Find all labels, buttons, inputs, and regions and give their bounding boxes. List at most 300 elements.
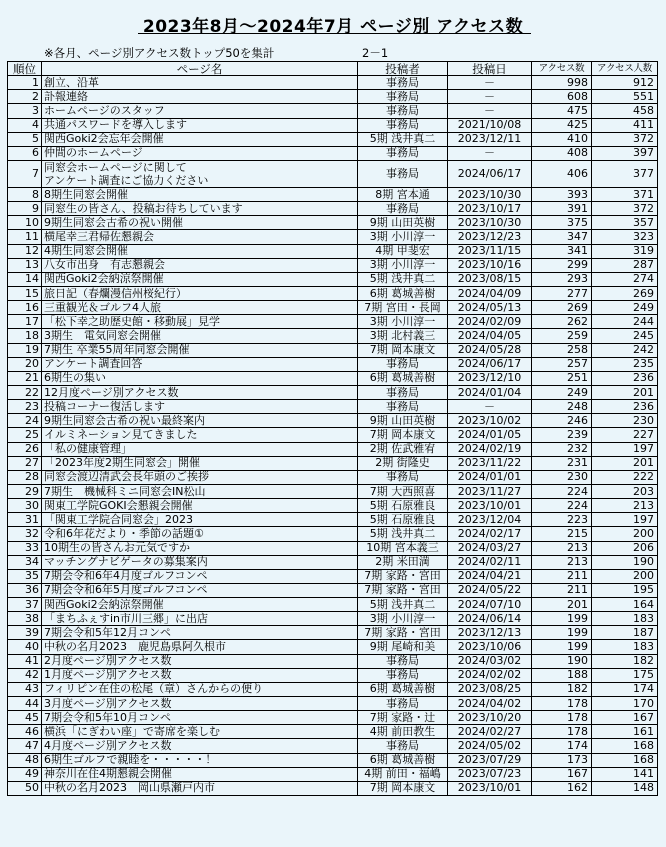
page-name-cell: 八女市出身 有志懇親会 — [42, 258, 358, 272]
visitor-count-cell: 458 — [592, 104, 658, 118]
access-count-cell: 213 — [532, 541, 592, 555]
author-cell: 事務局 — [358, 118, 448, 132]
post-date-cell: 2024/01/05 — [448, 428, 532, 442]
access-count-cell: 425 — [532, 118, 592, 132]
post-date-cell: 2023/12/13 — [448, 626, 532, 640]
rank-cell: 31 — [8, 513, 42, 527]
visitor-count-cell: 236 — [592, 371, 658, 385]
tally-note: ※各月、ページ別アクセス数トップ50を集計 — [44, 46, 275, 60]
visitor-count-cell: 235 — [592, 357, 658, 371]
post-date-cell: 2023/12/04 — [448, 513, 532, 527]
page-name-cell: 旅日記（春爛漫信州桜紀行） — [42, 286, 358, 300]
page-name-cell: 3期生 電気同窓会開催 — [42, 329, 358, 343]
table-row — [8, 414, 658, 428]
access-count-cell: 393 — [532, 187, 592, 201]
page-number: 2－1 — [362, 46, 389, 60]
visitor-count-cell: 287 — [592, 258, 658, 272]
rank-cell: 10 — [8, 216, 42, 230]
visitor-count-cell: 197 — [592, 513, 658, 527]
page-name-cell: 「関東工学院合同窓会」2023 — [42, 513, 358, 527]
author-cell: 5期 浅井真二 — [358, 132, 448, 146]
rank-cell: 26 — [8, 442, 42, 456]
table-row — [8, 753, 658, 767]
table-row — [8, 357, 658, 371]
visitor-count-cell: 206 — [592, 541, 658, 555]
table-row — [8, 626, 658, 640]
access-count-cell: 269 — [532, 301, 592, 315]
access-count-cell: 231 — [532, 456, 592, 470]
author-cell: 事務局 — [358, 697, 448, 711]
rank-cell: 41 — [8, 654, 42, 668]
access-count-cell: 230 — [532, 470, 592, 484]
table-row — [8, 371, 658, 385]
rank-cell: 37 — [8, 598, 42, 612]
post-date-cell: 2024/02/11 — [448, 555, 532, 569]
rank-cell: 2 — [8, 90, 42, 104]
visitor-count-cell: 201 — [592, 385, 658, 399]
header-rank: 順位 — [8, 62, 42, 76]
author-cell: 6期 葛城善樹 — [358, 371, 448, 385]
table-row — [8, 301, 658, 315]
visitor-count-cell: 213 — [592, 499, 658, 513]
post-date-cell: 2023/08/25 — [448, 682, 532, 696]
visitor-count-cell: 175 — [592, 668, 658, 682]
post-date-cell: 2024/02/27 — [448, 725, 532, 739]
page-name-cell: 9期生同窓会古希の祝い最終案内 — [42, 414, 358, 428]
page-name-cell: 7期会令和5年12月コンペ — [42, 626, 358, 640]
access-count-cell: 299 — [532, 258, 592, 272]
page-name-cell: 投稿コーナー復活します — [42, 400, 358, 414]
access-count-cell: 262 — [532, 315, 592, 329]
access-count-cell: 174 — [532, 739, 592, 753]
rank-cell: 9 — [8, 202, 42, 216]
visitor-count-cell: 245 — [592, 329, 658, 343]
table-row — [8, 343, 658, 357]
author-cell: 7期 大西照喜 — [358, 484, 448, 498]
post-date-cell: － — [448, 90, 532, 104]
visitor-count-cell: 274 — [592, 272, 658, 286]
table-row — [8, 286, 658, 300]
visitor-count-cell: 372 — [592, 202, 658, 216]
table-row — [8, 654, 658, 668]
rank-cell: 39 — [8, 626, 42, 640]
visitor-count-cell: 195 — [592, 583, 658, 597]
table-row — [8, 272, 658, 286]
rank-cell: 24 — [8, 414, 42, 428]
visitor-count-cell: 200 — [592, 569, 658, 583]
page-name-cell: 9期生同窓会古希の祝い開催 — [42, 216, 358, 230]
table-row — [8, 499, 658, 513]
table-row — [8, 258, 658, 272]
visitor-count-cell: 377 — [592, 160, 658, 187]
visitor-count-cell: 242 — [592, 343, 658, 357]
rank-cell: 5 — [8, 132, 42, 146]
visitor-count-cell: 372 — [592, 132, 658, 146]
page-name-cell: 同窓生の皆さん、投稿お待ちしています — [42, 202, 358, 216]
author-cell: 4期 前田教生 — [358, 725, 448, 739]
access-count-cell: 246 — [532, 414, 592, 428]
post-date-cell: 2024/07/10 — [448, 598, 532, 612]
post-date-cell: 2024/06/14 — [448, 612, 532, 626]
visitor-count-cell: 269 — [592, 286, 658, 300]
page-name-cell: 令和6年花だより・季節の話題① — [42, 527, 358, 541]
rank-cell: 40 — [8, 640, 42, 654]
access-count-cell: 199 — [532, 612, 592, 626]
visitor-count-cell: 161 — [592, 725, 658, 739]
post-date-cell: － — [448, 76, 532, 90]
author-cell: 7期 家路・宮田 — [358, 569, 448, 583]
author-cell: 8期 宮本通 — [358, 187, 448, 201]
rank-cell: 21 — [8, 371, 42, 385]
post-date-cell: 2024/03/02 — [448, 654, 532, 668]
page-name-cell: 3月度ページ別アクセス数 — [42, 697, 358, 711]
post-date-cell: 2023/11/27 — [448, 484, 532, 498]
author-cell: 7期 家路・辻 — [358, 711, 448, 725]
access-count-cell: 251 — [532, 371, 592, 385]
rank-cell: 43 — [8, 682, 42, 696]
author-cell: 2期 米田満 — [358, 555, 448, 569]
page-name-cell: 横尾幸三君帰佐懇親会 — [42, 230, 358, 244]
page-title: 2023年8月～2024年7月 ページ別 アクセス数 — [142, 17, 524, 37]
post-date-cell: 2021/10/08 — [448, 118, 532, 132]
rank-cell: 38 — [8, 612, 42, 626]
page-name-cell: 8期生同窓会開催 — [42, 187, 358, 201]
access-count-cell: 173 — [532, 753, 592, 767]
author-cell: 10期 宮本義三 — [358, 541, 448, 555]
table-row — [8, 428, 658, 442]
table-row — [8, 484, 658, 498]
post-date-cell: 2023/11/15 — [448, 244, 532, 258]
table-row — [8, 160, 658, 187]
post-date-cell: 2024/05/28 — [448, 343, 532, 357]
author-cell: 5期 浅井真二 — [358, 272, 448, 286]
table-row — [8, 725, 658, 739]
post-date-cell: － — [448, 146, 532, 160]
post-date-cell: 2023/12/11 — [448, 132, 532, 146]
access-count-cell: 410 — [532, 132, 592, 146]
access-count-cell: 258 — [532, 343, 592, 357]
page-name-cell: 6期生ゴルフで親睦を・・・・・！ — [42, 753, 358, 767]
page-name-cell: イルミネーション見てきました — [42, 428, 358, 442]
access-count-cell: 224 — [532, 499, 592, 513]
visitor-count-cell: 187 — [592, 626, 658, 640]
rank-cell: 7 — [8, 160, 42, 187]
post-date-cell: 2023/10/30 — [448, 187, 532, 201]
rank-cell: 49 — [8, 767, 42, 781]
visitor-count-cell: 174 — [592, 682, 658, 696]
visitor-count-cell: 168 — [592, 753, 658, 767]
post-date-cell: 2024/02/19 — [448, 442, 532, 456]
page-name-cell: 関東工学院GOKI会懇親会開催 — [42, 499, 358, 513]
author-cell: 3期 小川淳一 — [358, 315, 448, 329]
visitor-count-cell: 912 — [592, 76, 658, 90]
rank-cell: 13 — [8, 258, 42, 272]
access-count-cell: 199 — [532, 626, 592, 640]
visitor-count-cell: 200 — [592, 527, 658, 541]
access-count-cell: 239 — [532, 428, 592, 442]
table-row — [8, 385, 658, 399]
header-access-count: アクセス数 — [532, 62, 592, 76]
table-row — [8, 781, 658, 795]
post-date-cell: 2024/04/09 — [448, 286, 532, 300]
author-cell: 事務局 — [358, 76, 448, 90]
author-cell: 6期 葛城善樹 — [358, 753, 448, 767]
table-row — [8, 697, 658, 711]
visitor-count-cell: 203 — [592, 484, 658, 498]
author-cell: 事務局 — [358, 739, 448, 753]
rank-cell: 16 — [8, 301, 42, 315]
table-row — [8, 527, 658, 541]
page-name-cell: アンケート調査回答 — [42, 357, 358, 371]
visitor-count-cell: 249 — [592, 301, 658, 315]
page-name-cell: 神奈川在住4期懇親会開催 — [42, 767, 358, 781]
access-count-cell: 178 — [532, 725, 592, 739]
access-count-cell: 190 — [532, 654, 592, 668]
page-name-cell: 7期生 卒業55周年同窓会開催 — [42, 343, 358, 357]
author-cell: 事務局 — [358, 400, 448, 414]
visitor-count-cell: 371 — [592, 187, 658, 201]
access-count-cell: 347 — [532, 230, 592, 244]
access-count-cell: 375 — [532, 216, 592, 230]
access-count-cell: 182 — [532, 682, 592, 696]
table-row — [8, 711, 658, 725]
rank-cell: 20 — [8, 357, 42, 371]
author-cell: 事務局 — [358, 90, 448, 104]
table-row — [8, 555, 658, 569]
page-name-cell: 4期生同窓会開催 — [42, 244, 358, 258]
page-name-cell: 共通パスワードを導入します — [42, 118, 358, 132]
visitor-count-cell: 236 — [592, 400, 658, 414]
access-count-cell: 211 — [532, 583, 592, 597]
table-row — [8, 442, 658, 456]
rank-cell: 22 — [8, 385, 42, 399]
author-cell: 9期 尾崎和美 — [358, 640, 448, 654]
page-name-cell: 横浜「にぎわい座」で寄席を楽しむ — [42, 725, 358, 739]
visitor-count-cell: 170 — [592, 697, 658, 711]
rank-cell: 12 — [8, 244, 42, 258]
table-row — [8, 315, 658, 329]
table-row — [8, 187, 658, 201]
table-row — [8, 470, 658, 484]
page-name-cell: 中秋の名月2023 岡山県瀬戸内市 — [42, 781, 358, 795]
page-name-cell: 創立、沿革 — [42, 76, 358, 90]
access-count-cell: 188 — [532, 668, 592, 682]
rank-cell: 29 — [8, 484, 42, 498]
rank-cell: 18 — [8, 329, 42, 343]
access-count-cell: 162 — [532, 781, 592, 795]
page-name-cell: マッチングナビゲータの募集案内 — [42, 555, 358, 569]
author-cell: 6期 葛城善樹 — [358, 286, 448, 300]
post-date-cell: 2023/12/10 — [448, 371, 532, 385]
access-count-cell: 406 — [532, 160, 592, 187]
page-name-cell: 7期会令和5年10月コンペ — [42, 711, 358, 725]
author-cell: 2期 街隆史 — [358, 456, 448, 470]
table-row — [8, 118, 658, 132]
rank-cell: 44 — [8, 697, 42, 711]
rank-cell: 32 — [8, 527, 42, 541]
access-count-cell: 408 — [532, 146, 592, 160]
rank-cell: 19 — [8, 343, 42, 357]
page-name-cell: 「私の健康管理」 — [42, 442, 358, 456]
visitor-count-cell: 323 — [592, 230, 658, 244]
author-cell: 7期 岡本康文 — [358, 781, 448, 795]
visitor-count-cell: 319 — [592, 244, 658, 258]
table-row — [8, 612, 658, 626]
rank-cell: 27 — [8, 456, 42, 470]
post-date-cell: － — [448, 104, 532, 118]
author-cell: 5期 浅井真二 — [358, 598, 448, 612]
rank-cell: 42 — [8, 668, 42, 682]
author-cell: 5期 石原雅良 — [358, 513, 448, 527]
post-date-cell: 2024/04/21 — [448, 569, 532, 583]
author-cell: 2期 佐武雅宥 — [358, 442, 448, 456]
rank-cell: 1 — [8, 76, 42, 90]
visitor-count-cell: 411 — [592, 118, 658, 132]
page-name-cell: 4月度ページ別アクセス数 — [42, 739, 358, 753]
page-name-cell: 10期生の皆さんお元気ですか — [42, 541, 358, 555]
visitor-count-cell: 183 — [592, 612, 658, 626]
page-name-cell: 同窓会渡辺清武会長年頭のご挨拶 — [42, 470, 358, 484]
visitor-count-cell: 197 — [592, 442, 658, 456]
page-name-cell: フィリピン在住の松尾（章）さんからの便り — [42, 682, 358, 696]
visitor-count-cell: 168 — [592, 739, 658, 753]
post-date-cell: 2024/02/02 — [448, 668, 532, 682]
page-name-cell: 6期生の集い — [42, 371, 358, 385]
table-row — [8, 230, 658, 244]
table-row — [8, 329, 658, 343]
table-row — [8, 583, 658, 597]
header-page-name: ページ名 — [42, 62, 358, 76]
visitor-count-cell: 164 — [592, 598, 658, 612]
post-date-cell: － — [448, 400, 532, 414]
access-ranking-table — [7, 61, 658, 796]
author-cell: 7期 岡本康文 — [358, 428, 448, 442]
table-row — [8, 767, 658, 781]
post-date-cell: 2024/05/22 — [448, 583, 532, 597]
table-row — [8, 400, 658, 414]
title-underline — [138, 33, 531, 34]
table-body — [8, 76, 658, 796]
author-cell: 事務局 — [358, 357, 448, 371]
post-date-cell: 2023/10/01 — [448, 499, 532, 513]
visitor-count-cell: 397 — [592, 146, 658, 160]
visitor-count-cell: 227 — [592, 428, 658, 442]
page-name-cell: 関西Goki2会忘年会開催 — [42, 132, 358, 146]
page-name-cell: 訃報連絡 — [42, 90, 358, 104]
rank-cell: 11 — [8, 230, 42, 244]
post-date-cell: 2023/12/23 — [448, 230, 532, 244]
page-name-cell: 「松下幸之助歴史館・移動展」見学 — [42, 315, 358, 329]
table-row — [8, 541, 658, 555]
post-date-cell: 2023/10/02 — [448, 414, 532, 428]
table-row — [8, 104, 658, 118]
rank-cell: 36 — [8, 583, 42, 597]
table-row — [8, 244, 658, 258]
post-date-cell: 2024/05/13 — [448, 301, 532, 315]
author-cell: 4期 前田・福嶋 — [358, 767, 448, 781]
visitor-count-cell: 201 — [592, 456, 658, 470]
author-cell: 5期 石原雅良 — [358, 499, 448, 513]
access-count-cell: 178 — [532, 697, 592, 711]
header-visitor-count: アクセス人数 — [592, 62, 658, 76]
header-post-date: 投稿日 — [448, 62, 532, 76]
post-date-cell: 2024/04/02 — [448, 697, 532, 711]
access-count-cell: 608 — [532, 90, 592, 104]
table-row — [8, 598, 658, 612]
post-date-cell: 2023/10/17 — [448, 202, 532, 216]
author-cell: 3期 小川淳一 — [358, 230, 448, 244]
visitor-count-cell: 222 — [592, 470, 658, 484]
access-count-cell: 277 — [532, 286, 592, 300]
access-count-cell: 178 — [532, 711, 592, 725]
author-cell: 事務局 — [358, 160, 448, 187]
page-name-cell: ホームページのスタッフ — [42, 104, 358, 118]
table-row — [8, 640, 658, 654]
table-row — [8, 90, 658, 104]
table-row — [8, 569, 658, 583]
post-date-cell: 2024/02/17 — [448, 527, 532, 541]
visitor-count-cell: 182 — [592, 654, 658, 668]
rank-cell: 47 — [8, 739, 42, 753]
page-name-cell: 関西Goki2会納涼祭開催 — [42, 272, 358, 286]
header-author: 投稿者 — [358, 62, 448, 76]
author-cell: 事務局 — [358, 668, 448, 682]
author-cell: 事務局 — [358, 146, 448, 160]
post-date-cell: 2023/07/29 — [448, 753, 532, 767]
author-cell: 7期 家路・宮田 — [358, 583, 448, 597]
rank-cell: 25 — [8, 428, 42, 442]
post-date-cell: 2023/07/23 — [448, 767, 532, 781]
rank-cell: 3 — [8, 104, 42, 118]
post-date-cell: 2023/10/20 — [448, 711, 532, 725]
post-date-cell: 2023/08/15 — [448, 272, 532, 286]
author-cell: 3期 北村義三 — [358, 329, 448, 343]
access-count-cell: 475 — [532, 104, 592, 118]
page-name-cell: 12月度ページ別アクセス数 — [42, 385, 358, 399]
visitor-count-cell: 183 — [592, 640, 658, 654]
access-count-cell: 293 — [532, 272, 592, 286]
visitor-count-cell: 167 — [592, 711, 658, 725]
page-name-cell: 同窓会ホームページに関して アンケート調査にご協力ください — [42, 160, 358, 187]
rank-cell: 48 — [8, 753, 42, 767]
page-name-cell: 「まちふぇすin市川三郷」に出店 — [42, 612, 358, 626]
access-count-cell: 232 — [532, 442, 592, 456]
post-date-cell: 2024/05/02 — [448, 739, 532, 753]
access-count-cell: 224 — [532, 484, 592, 498]
table-row — [8, 146, 658, 160]
table-row — [8, 513, 658, 527]
rank-cell: 46 — [8, 725, 42, 739]
post-date-cell: 2024/01/04 — [448, 385, 532, 399]
access-count-cell: 341 — [532, 244, 592, 258]
table-row — [8, 739, 658, 753]
access-count-cell: 211 — [532, 569, 592, 583]
page-name-cell: 7期生 機械科ミニ同窓会IN松山 — [42, 484, 358, 498]
rank-cell: 30 — [8, 499, 42, 513]
post-date-cell: 2024/03/27 — [448, 541, 532, 555]
post-date-cell: 2024/02/09 — [448, 315, 532, 329]
table-row — [8, 132, 658, 146]
post-date-cell: 2024/06/17 — [448, 160, 532, 187]
rank-cell: 15 — [8, 286, 42, 300]
rank-cell: 8 — [8, 187, 42, 201]
rank-cell: 28 — [8, 470, 42, 484]
rank-cell: 4 — [8, 118, 42, 132]
rank-cell: 17 — [8, 315, 42, 329]
author-cell: 事務局 — [358, 202, 448, 216]
access-count-cell: 213 — [532, 555, 592, 569]
access-count-cell: 257 — [532, 357, 592, 371]
